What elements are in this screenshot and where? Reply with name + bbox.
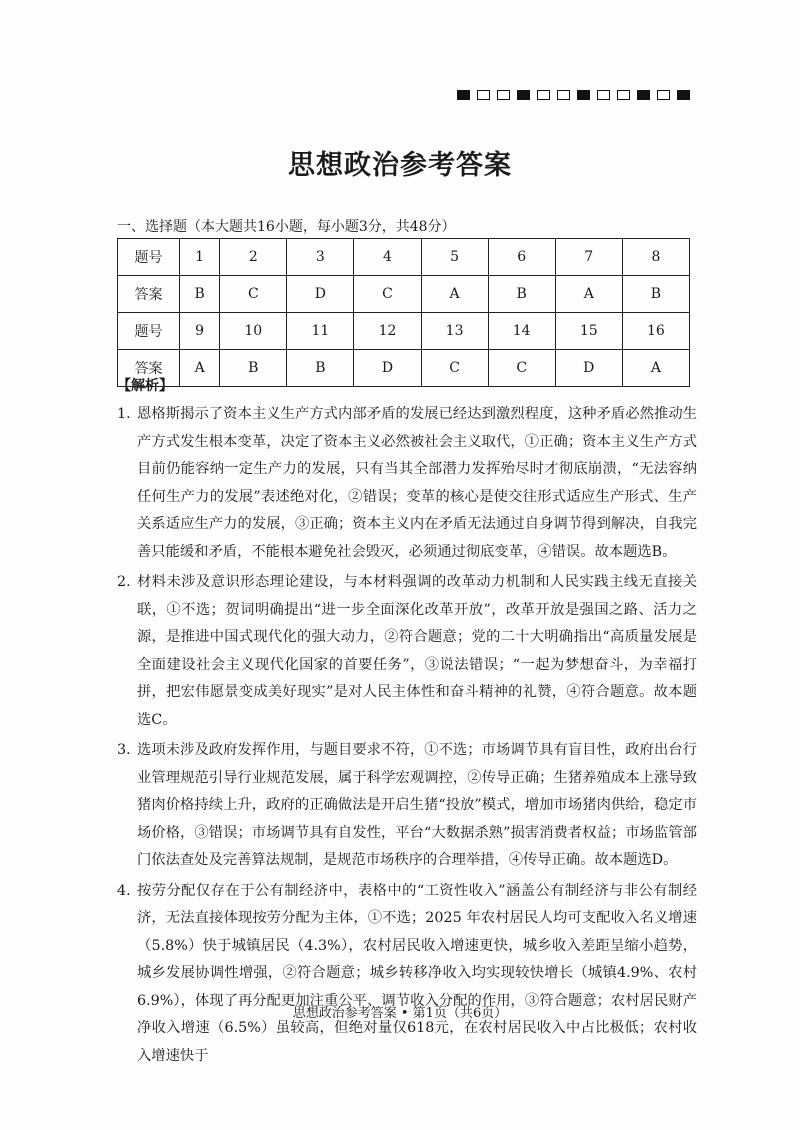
answer-cell: 13 bbox=[421, 313, 488, 350]
item-text: 按劳分配仅存在于公有制经济中，表格中的“工资性收入”涵盖公有制经济与非公有制经济，无法直接体现按劳分配为主体，①不选；2025 年农村居民人均可支配收入名义增速（5.8%）快于城镇居民（4.3%），农村居民收入增速更快，城乡收入差距呈缩小趋势，城乡发展协调性增强，②符合题意；城乡转移净收入均实现较快增长（城镇4.9%、农村6.9%），体现了再分配更加注重公平、调节收入分配的作用，③符合题意；农村居民财产净收入增速（6.5%）虽较高，但绝对量仅618元，在农村居民收入中占比极低；农村收入增速快于 bbox=[137, 882, 697, 1064]
mark-icon bbox=[577, 90, 590, 100]
mark-icon bbox=[677, 90, 690, 100]
row-header-cell: 答案 bbox=[118, 276, 180, 313]
row-header-cell: 题号 bbox=[118, 239, 180, 276]
answer-cell: A bbox=[555, 276, 622, 313]
mark-icon bbox=[497, 90, 510, 100]
analysis-list bbox=[117, 401, 697, 1073]
item-number: 3. bbox=[117, 742, 131, 758]
answer-cell: C bbox=[220, 276, 287, 313]
analysis-item bbox=[117, 569, 697, 734]
answer-cell: 7 bbox=[555, 239, 622, 276]
answer-cell: A bbox=[180, 350, 220, 387]
answer-cell: B bbox=[287, 350, 354, 387]
table-row bbox=[118, 239, 690, 276]
answer-cell: 5 bbox=[421, 239, 488, 276]
answer-cell: 10 bbox=[220, 313, 287, 350]
answer-cell: 2 bbox=[220, 239, 287, 276]
section-heading: 一、选择题（本大题共16小题，每小题3分，共48分） bbox=[117, 219, 456, 235]
analysis-item bbox=[117, 878, 697, 1071]
answer-cell: D bbox=[555, 350, 622, 387]
answer-cell: 1 bbox=[180, 239, 220, 276]
table-row bbox=[118, 350, 690, 387]
answer-cell: D bbox=[354, 350, 421, 387]
table-row bbox=[118, 276, 690, 313]
answer-cell: A bbox=[421, 276, 488, 313]
mark-icon bbox=[537, 90, 550, 100]
item-text: 恩格斯揭示了资本主义生产方式内部矛盾的发展已经达到激烈程度，这种矛盾必然推动生产方式发生根本变革，决定了资本主义必然被社会主义取代，①正确；资本主义生产方式目前仍能容纳一定生产力的发展，只有当其全部潜力发挥殆尽时才彻底崩溃，“无法容纳任何生产力的发展”表述绝对化，②错误；变革的核心是使交往形式适应生产形式、生产关系适应生产力的发展，③正确；资本主义内在矛盾无法通过自身调节得到解决，自我完善只能缓和矛盾，不能根本避免社会毁灭，必须通过彻底变革，④错误。故本题选B。 bbox=[137, 406, 697, 560]
mark-icon bbox=[657, 90, 670, 100]
answer-cell: 8 bbox=[622, 239, 689, 276]
answer-cell: 11 bbox=[287, 313, 354, 350]
mark-icon bbox=[517, 90, 530, 100]
answer-cell: 4 bbox=[354, 239, 421, 276]
item-text: 选项未涉及政府发挥作用，与题目要求不符，①不选；市场调节具有盲目性，政府出台行业管理规范引导行业规范发展，属于科学宏观调控，②传导正确；生猪养殖成本上涨导致猪肉价格持续上升，政府的正确做法是开启生猪“投放”模式，增加市场猪肉供给，稳定市场价格，③错误；市场调节具有自发性，平台“大数据杀熟”损害消费者权益；市场监管部门依法查处及完善算法规制，是规范市场秩序的合理举措，④传导正确。故本题选D。 bbox=[137, 742, 697, 868]
answer-cell: D bbox=[287, 276, 354, 313]
mark-icon bbox=[597, 90, 610, 100]
answer-cell: 9 bbox=[180, 313, 220, 350]
mark-icon bbox=[617, 90, 630, 100]
mark-icon bbox=[457, 90, 470, 100]
mark-icon bbox=[477, 90, 490, 100]
page-title: 思想政治参考答案 bbox=[288, 150, 512, 181]
item-number: 1. bbox=[117, 406, 131, 422]
answer-cell: 15 bbox=[555, 313, 622, 350]
answer-cell: 14 bbox=[488, 313, 555, 350]
answer-cell: C bbox=[421, 350, 488, 387]
answer-cell: 3 bbox=[287, 239, 354, 276]
row-header-cell: 题号 bbox=[118, 313, 180, 350]
answer-cell: B bbox=[180, 276, 220, 313]
answer-cell: C bbox=[354, 276, 421, 313]
item-number: 2. bbox=[117, 574, 131, 590]
answer-cell: B bbox=[488, 276, 555, 313]
item-text: 材料未涉及意识形态理论建设，与本材料强调的改革动力机制和人民实践主线无直接关联，①不选；贺词明确提出“进一步全面深化改革开放”，改革开放是强国之路、活力之源，是推进中国式现代化的强大动力，②符合题意；党的二十大明确指出“高质量发展是全面建设社会主义现代化国家的首要任务”，③说法错误；“一起为梦想奋斗，为幸福打拼，把宏伟愿景变成美好现实”是对人民主体性和奋斗精神的礼赞，④符合题意。故本题选C。 bbox=[137, 574, 697, 728]
page-footer: 思想政治参考答案 • 第1页（共6页） bbox=[292, 1006, 508, 1021]
analysis-item bbox=[117, 737, 697, 875]
registration-marks bbox=[457, 90, 690, 100]
answer-cell: 12 bbox=[354, 313, 421, 350]
answer-cell: B bbox=[622, 276, 689, 313]
analysis-label: 【解析】 bbox=[117, 378, 173, 394]
answer-cell: A bbox=[622, 350, 689, 387]
answer-cell: B bbox=[220, 350, 287, 387]
analysis-item bbox=[117, 401, 697, 566]
row-header-cell: 答案 bbox=[118, 350, 180, 387]
answer-cell: 16 bbox=[622, 313, 689, 350]
answer-cell: C bbox=[488, 350, 555, 387]
answer-table bbox=[117, 238, 690, 387]
item-number: 4. bbox=[117, 882, 131, 899]
mark-icon bbox=[557, 90, 570, 100]
table-row bbox=[118, 313, 690, 350]
mark-icon bbox=[637, 90, 650, 100]
answer-cell: 6 bbox=[488, 239, 555, 276]
